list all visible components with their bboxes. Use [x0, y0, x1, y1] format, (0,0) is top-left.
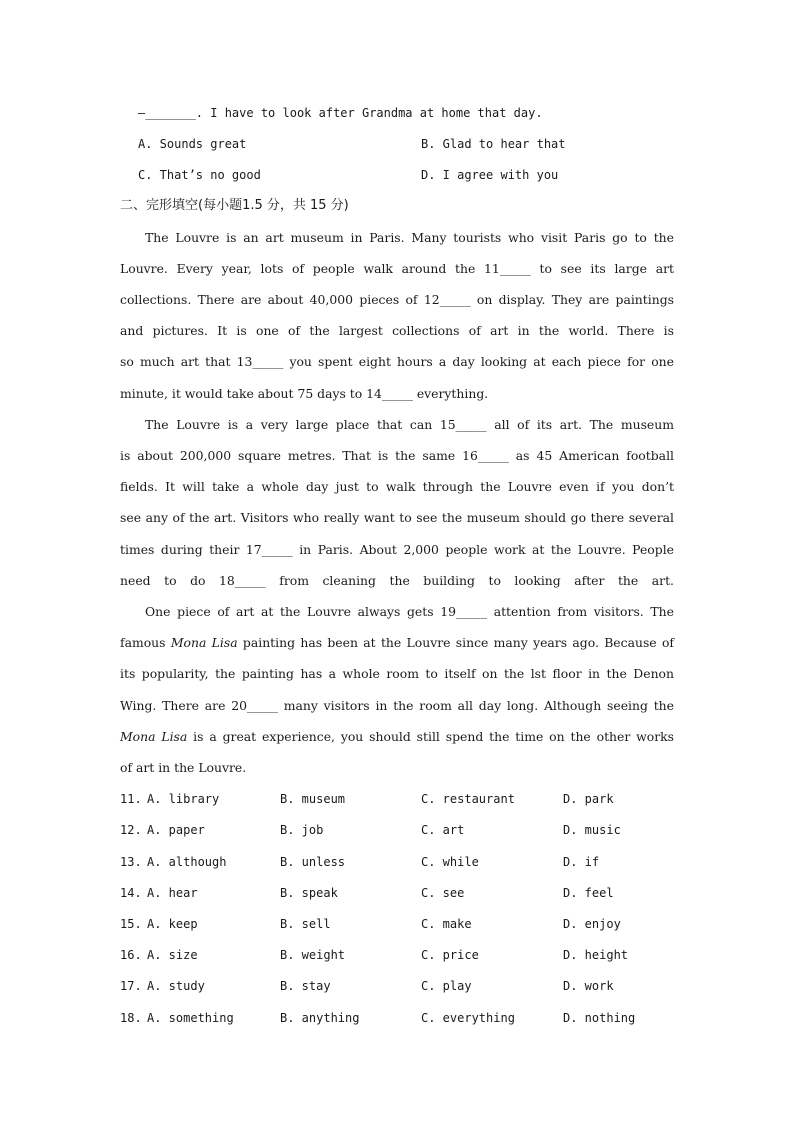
- option-c: C. art: [421, 823, 465, 837]
- question-row: [120, 791, 680, 807]
- option-a: A. although: [147, 855, 227, 869]
- option-a: A. library: [147, 792, 220, 806]
- passage-text: is a great experience, you should still spend the time on the other works: [187, 729, 674, 744]
- prev-question-stem: —_______. I have to look after Grandma at home that day.: [138, 106, 543, 120]
- option-c: C. while: [421, 855, 479, 869]
- painting-title: Mona Lisa: [170, 635, 238, 650]
- option-c: C. everything: [421, 1011, 515, 1025]
- option-b: B. stay: [280, 979, 331, 993]
- question-row: [120, 854, 680, 870]
- option-b: B. job: [280, 823, 324, 837]
- passage-line: see any of the art. Visitors who really want to see the museum should go there several: [120, 510, 674, 525]
- option-b: B. speak: [280, 886, 338, 900]
- passage-line: of art in the Louvre.: [120, 760, 247, 775]
- question-number: 11.: [120, 792, 142, 806]
- option-d: D. feel: [563, 886, 614, 900]
- option-a: A. study: [147, 979, 205, 993]
- prev-option-d: D. I agree with you: [421, 168, 559, 182]
- option-d: D. if: [563, 855, 600, 869]
- option-d: D. music: [563, 823, 621, 837]
- passage-line: [120, 635, 674, 651]
- option-c: C. price: [421, 948, 479, 962]
- passage-line: and pictures. It is one of the largest collections of art in the world. There is: [120, 323, 674, 338]
- passage-line: need to do 18_____ from cleaning the building to looking after the art.: [120, 573, 674, 588]
- option-d: D. nothing: [563, 1011, 636, 1025]
- passage-line: minute, it would take about 75 days to 14_____ everything.: [120, 386, 489, 401]
- passage-line: The Louvre is an art museum in Paris. Many tourists who visit Paris go to the: [145, 230, 674, 245]
- question-number: 14.: [120, 886, 142, 900]
- prev-question-options-row-1: [120, 136, 680, 152]
- question-number: 13.: [120, 855, 142, 869]
- passage-line: so much art that 13_____ you spent eight hours a day looking at each piece for one: [120, 354, 674, 369]
- option-c: C. see: [421, 886, 465, 900]
- passage-line: Wing. There are 20_____ many visitors in the room all day long. Although seeing the: [120, 698, 674, 713]
- option-a: A. hear: [147, 886, 198, 900]
- option-d: D. height: [563, 948, 629, 962]
- passage-line: fields. It will take a whole day just to walk through the Louvre even if you don’t: [120, 479, 674, 494]
- option-c: C. make: [421, 917, 472, 931]
- passage-line: collections. There are about 40,000 pieces of 12_____ on display. They are paintings: [120, 292, 674, 307]
- passage-text: painting has been at the Louvre since many years ago. Because of: [237, 635, 674, 650]
- option-d: D. park: [563, 792, 614, 806]
- option-b: B. museum: [280, 792, 346, 806]
- option-b: B. weight: [280, 948, 346, 962]
- option-a: A. size: [147, 948, 198, 962]
- section-heading: 二、完形填空(每小题1.5 分，共 15 分): [120, 198, 349, 213]
- option-a: A. keep: [147, 917, 198, 931]
- passage-line: The Louvre is a very large place that can 15_____ all of its art. The museum: [145, 417, 674, 432]
- prev-option-a: A. Sounds great: [138, 137, 247, 151]
- option-a: A. paper: [147, 823, 205, 837]
- question-row: [120, 978, 680, 994]
- question-row: [120, 916, 680, 932]
- painting-title: Mona Lisa: [120, 729, 188, 744]
- question-row: [120, 1010, 680, 1026]
- passage-line: Louvre. Every year, lots of people walk around the 11_____ to see its large art: [120, 261, 674, 276]
- passage-text: famous: [120, 635, 171, 650]
- option-d: D. enjoy: [563, 917, 621, 931]
- prev-option-b: B. Glad to hear that: [421, 137, 566, 151]
- question-row: [120, 885, 680, 901]
- option-c: C. restaurant: [421, 792, 515, 806]
- question-row: [120, 822, 680, 838]
- option-b: B. unless: [280, 855, 346, 869]
- question-number: 15.: [120, 917, 142, 931]
- passage-line: times during their 17_____ in Paris. About 2,000 people work at the Louvre. People: [120, 542, 674, 557]
- option-a: A. something: [147, 1011, 234, 1025]
- question-number: 12.: [120, 823, 142, 837]
- option-b: B. sell: [280, 917, 331, 931]
- option-d: D. work: [563, 979, 614, 993]
- prev-question-options-row-2: [120, 167, 680, 183]
- passage-line: its popularity, the painting has a whole room to itself on the lst floor in the Denon: [120, 666, 674, 681]
- passage-line: is about 200,000 square metres. That is the same 16_____ as 45 American football: [120, 448, 674, 463]
- question-row: [120, 947, 680, 963]
- question-number: 18.: [120, 1011, 142, 1025]
- option-b: B. anything: [280, 1011, 360, 1025]
- prev-option-c: C. That’s no good: [138, 168, 261, 182]
- option-c: C. play: [421, 979, 472, 993]
- passage-line: [120, 729, 674, 745]
- passage-line: One piece of art at the Louvre always gets 19_____ attention from visitors. The: [145, 604, 674, 619]
- question-number: 16.: [120, 948, 142, 962]
- question-number: 17.: [120, 979, 142, 993]
